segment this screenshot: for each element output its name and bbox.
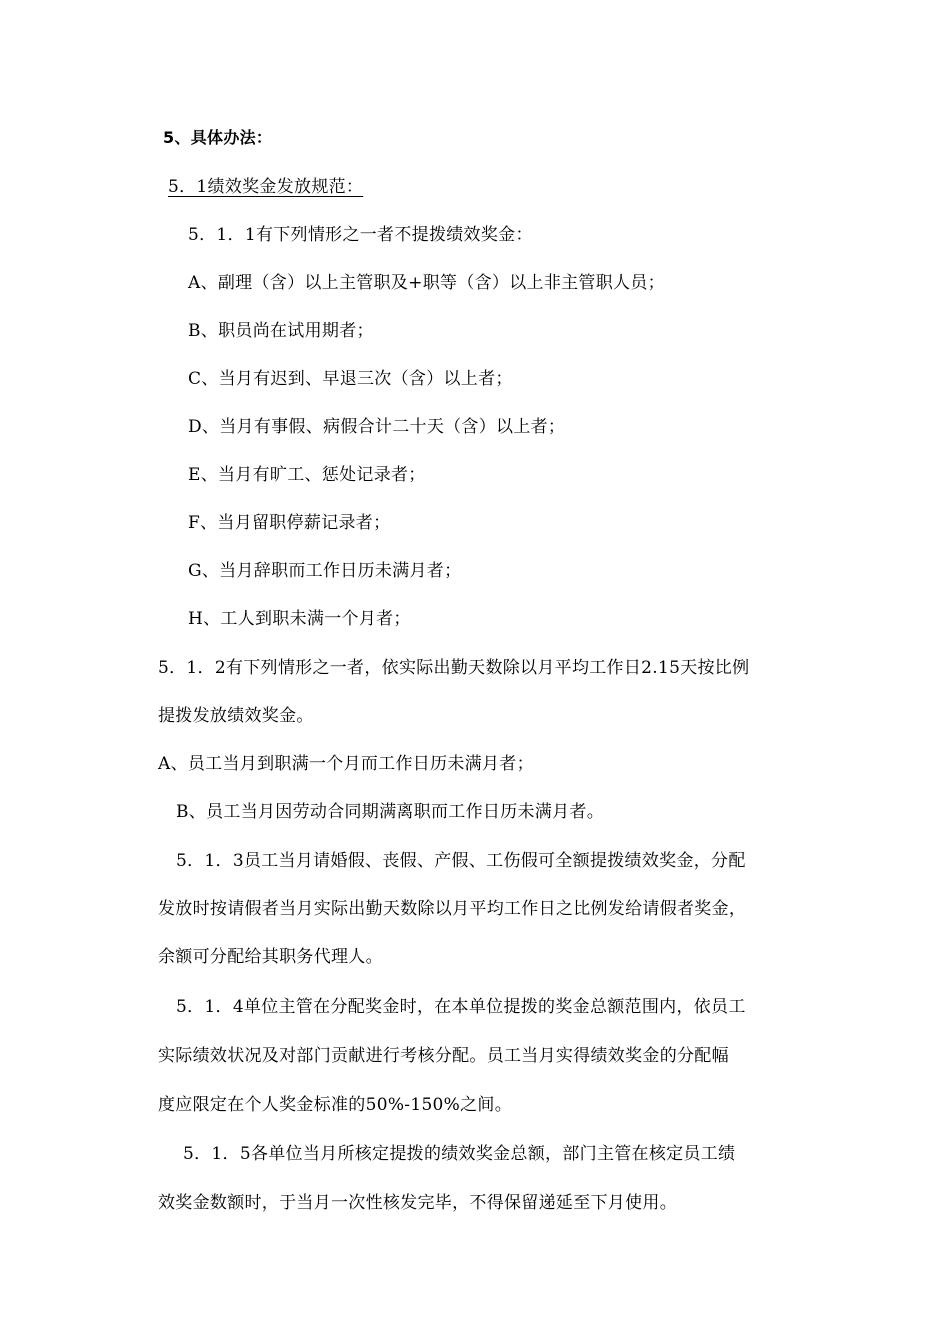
- clause-5-1-4-line-3: 度应限定在个人奖金标准的50%-150%之间。: [158, 1095, 513, 1115]
- clause-5-1-1-item-a: A、副理（含）以上主管职及+职等（含）以上非主管职人员；: [188, 273, 665, 293]
- clause-5-1-1-item-b: B、职员尚在试用期者；: [188, 321, 374, 341]
- clause-5-1-5-line-1: 5．1．5各单位当月所核定提拨的绩效奖金总额，部门主管在核定员工绩: [183, 1144, 736, 1164]
- clause-5-1-1-item-c: C、当月有迟到、早退三次（含）以上者；: [188, 369, 513, 389]
- clause-5-1-1-item-g: G、当月辞职而工作日历未满月者；: [188, 561, 462, 581]
- clause-5-1-1-item-e: E、当月有旷工、惩处记录者；: [188, 465, 426, 485]
- clause-5-1-4-line-2: 实际绩效状况及对部门贡献进行考核分配。员工当月实得绩效奖金的分配幅: [158, 1046, 729, 1066]
- clause-5-1-3-line-3: 余额可分配给其职务代理人。: [158, 947, 383, 967]
- clause-5-1-4-line-1: 5．1．4单位主管在分配奖金时，在本单位提拨的奖金总额范围内，依员工: [176, 997, 746, 1017]
- clause-5-1-3-line-1: 5．1．3员工当月请婚假、丧假、产假、工伤假可全额提拨绩效奖金，分配: [176, 851, 746, 871]
- clause-5-1-1-item-h: H、工人到职未满一个月者；: [188, 609, 411, 629]
- clause-5-1-1-item-d: D、当月有事假、病假合计二十天（含）以上者；: [188, 417, 566, 437]
- clause-5-1-1-item-f: F、当月留职停薪记录者；: [188, 513, 391, 533]
- clause-5-1-3-line-2: 发放时按请假者当月实际出勤天数除以月平均工作日之比例发给请假者奖金，: [158, 899, 747, 919]
- clause-5-1-5-line-2: 效奖金数额时，于当月一次性核发完毕，不得保留递延至下月使用。: [158, 1193, 677, 1213]
- section-subheading: 5．1绩效奖金发放规范：: [168, 177, 364, 197]
- section-heading: 5、具体办法：: [163, 128, 273, 147]
- clause-5-1-2-line-1: 5．1．2有下列情形之一者，依实际出勤天数除以月平均工作日2.15天按比例: [158, 658, 750, 678]
- clause-5-1-1-intro: 5．1．1有下列情形之一者不提拨绩效奖金：: [188, 225, 533, 245]
- clause-5-1-2-item-a: A、员工当月到职满一个月而工作日历未满月者；: [158, 754, 534, 774]
- clause-5-1-2-line-2: 提拨发放绩效奖金。: [158, 706, 314, 726]
- clause-5-1-2-item-b: B、员工当月因劳动合同期满离职而工作日历未满月者。: [176, 802, 604, 822]
